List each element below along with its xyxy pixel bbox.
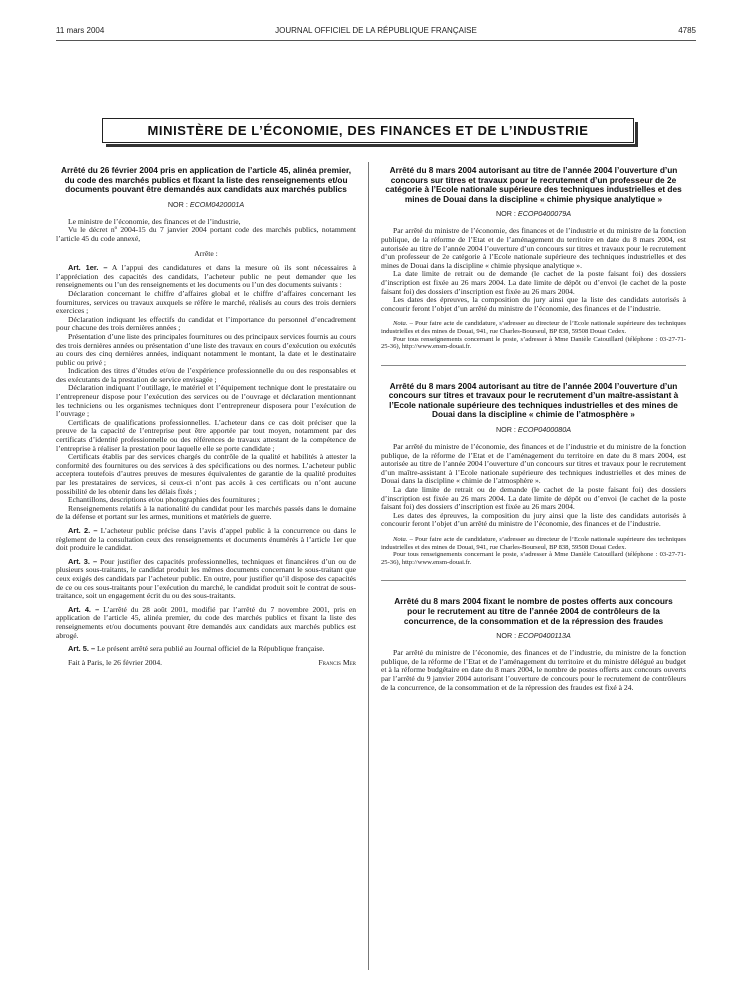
list-item: Présentation d’une liste des principales fournitures ou des principaux services fournis au cours des trois dernières années ou présentation d’une liste des travaux en cours d’exécution ou exécutés au cours des cinq dernières années, indiquant notamment le montant, la date et le destinataire public ou privé ;	[56, 331, 356, 367]
article-2	[56, 527, 356, 553]
decree-paragraph: Les dates des épreuves, la composition du jury ainsi que la liste des candidats autorisés à concourir feront l’objet d’un arrêté du ministre de l’économie, des finances et de l’industrie.	[381, 510, 686, 529]
nor-reference	[381, 425, 686, 434]
journal-title: JOURNAL OFFICIEL DE LA RÉPUBLIQUE FRANÇAISE	[275, 26, 477, 35]
nota-text: Pour faire acte de candidature, s’adresser au directeur de l’Ecole nationale supérieure des techniques industrielles et des mines de Douai, 941, rue Charles-Bourseul, BP 838, 59508 Douai Cedex.	[381, 536, 686, 551]
decree-paragraph: Par arrêté du ministre de l’économie, des finances et de l’industrie et du ministre de la fonction publique, de la réforme de l’Etat et de l’aménagement du territoire en date du 8 mars 2004, est autorisée au titre de l’année 2004 l’ouverture d’un concours sur titres et travaux pour le recrutement d’un professeur de 2e catégorie à l’Ecole nationale supérieure des techniques industrielles et des mines de Douai dans la discipline « chimie physique analytique ».	[381, 226, 686, 270]
nota-label: Nota. –	[393, 320, 413, 328]
article-3	[56, 558, 356, 601]
preamble-visa: Vu le décret nº 2004-15 du 7 janvier 2004 portant code des marchés publics, notamment l’article 45 du code annexé,	[56, 225, 356, 243]
section-divider	[381, 580, 686, 581]
nor-code: ECOP0400079A	[517, 209, 572, 219]
nor-code: ECOP0400080A	[517, 425, 572, 435]
header-rule	[56, 40, 696, 41]
nota	[381, 320, 686, 335]
signature: Francis Mer	[318, 658, 356, 668]
right-column	[381, 166, 686, 970]
nor-code: ECOP0400113A	[518, 631, 571, 641]
running-head	[56, 26, 696, 38]
ministry-title: MINISTÈRE DE L’ÉCONOMIE, DES FINANCES ET DE L’INDUSTRIE	[147, 123, 589, 138]
section-divider	[381, 365, 686, 366]
article-1-label: Art. 1er. –	[68, 263, 108, 273]
article-5-label: Art. 5. –	[68, 644, 96, 654]
decree-title: Arrêté du 26 février 2004 pris en application de l’article 45, alinéa premier, du code des marchés publics et fixant la liste des renseignements et/ou documents pouvant être demandés aux candidats aux marchés publics	[60, 166, 352, 195]
decree-paragraph: Par arrêté du ministre de l’économie, des finances et de l’industrie, du ministre de la fonction publique, de la réforme de l’Etat et de l’aménagement du territoire et du ministre délégué au budget et à la réforme budgétaire en date du 8 mars 2004, le nombre de postes offerts aux concours ouverts par l’arrêté du 9 janvier 2004 autorisant l’ouverture de concours pour le recrutement de contrôleurs de la concurrence, de la consommation et de la répression des fraudes est fixé à 24.	[381, 648, 686, 692]
preamble-minister: Le ministre de l’économie, des finances et de l’industrie,	[68, 216, 241, 226]
arrete-heading: Arrête :	[194, 248, 218, 258]
decree-title: Arrêté du 8 mars 2004 fixant le nombre de postes offerts aux concours pour le recrutement au titre de l’année 2004 de contrôleurs de la concurrence, de la consommation et de la répression des fraudes	[394, 596, 673, 626]
list-item: Déclaration concernant le chiffre d’affaires global et le chiffre d’affaires concernant les fournitures, services ou travaux auxquels se réfère le marché, réalisés au cours des trois derniers exercices ;	[56, 288, 356, 316]
nor-reference	[56, 200, 356, 209]
list-item: Indication des titres d’études et/ou de l’expérience professionnelle du ou des responsables et des exécutants de la prestation de service envisagée ;	[56, 366, 356, 384]
article-4	[56, 606, 356, 640]
article-2-text: L’acheteur public précise dans l’avis d’appel public à la concurrence ou dans le règlement de la consultation ceux des renseignements et documents énumérés à l’article 1er que doit produire le candidat.	[56, 525, 356, 553]
nota-contact: Pour tous renseignements concernant le poste, s’adresser à Mme Danièle Catouillard (téléphone : 03-27-71-25-36), http://www.ensm-douai.fr.	[381, 335, 686, 351]
decree-title: Arrêté du 8 mars 2004 autorisant au titre de l’année 2004 l’ouverture d’un concours sur titres et travaux pour le recrutement d’un professeur de 2e catégorie à l’Ecole nationale supérieure des techniques industrielles et des mines de Douai dans la discipline « chimie physique analytique »	[385, 166, 682, 204]
list-item: Certificats établis par des services chargés du contrôle de la qualité et habilités à attester la conformité des fournitures ou des services à des spécifications ou des normes. L’acheteur public acceptera toutefois d’autres preuves de mesures équivalentes de garantie de la qualité produites par les prestataires de services, si ceux-ci n’ont pas accès à ces certificats ou n’ont aucune possibilité de les obtenir dans les délais fixés ;	[56, 452, 356, 496]
left-column	[56, 166, 356, 970]
decree-paragraph: Les dates des épreuves, la composition du jury ainsi que la liste des candidats autorisés à concourir feront l’objet d’un arrêté du ministre de l’économie, des finances et de l’industrie.	[381, 295, 686, 313]
article-4-label: Art. 4. –	[68, 604, 100, 614]
article-4-text: L’arrêté du 28 août 2001, modifié par l’arrêté du 7 novembre 2001, pris en application de l’article 45, alinéa premier, du code des marchés publics et fixant la liste des renseignements et/ou documents pouvant être demandés aux candidats aux marchés publics est abrogé.	[56, 604, 356, 640]
nor-code: ECOM0420001A	[189, 199, 245, 209]
nota-contact: Pour tous renseignements concernant le poste, s’adresser à Mme Danièle Catouillard (téléphone : 03-27-71-25-36), http://www.ensm-douai.fr.	[381, 551, 686, 566]
article-1	[56, 264, 356, 290]
article-5	[56, 645, 356, 654]
nor-label: NOR :	[167, 199, 190, 209]
decree-title: Arrêté du 8 mars 2004 autorisant au titre de l’année 2004 l’ouverture d’un concours sur titres et travaux pour le recrutement d’un maître-assistant à l’Ecole nationale supérieure des techniques industrielles et des mines de Douai dans la discipline « chimie de l’atmosphère »	[388, 380, 679, 420]
ministry-banner	[102, 118, 634, 143]
nor-label: NOR :	[495, 209, 518, 219]
column-divider	[368, 162, 369, 970]
article-1-text: A l’appui des candidatures et dans la mesure où ils sont nécessaires à l’appréciation des capacités des candidats, l’acheteur public ne peut demander que les renseignements ou l’un des renseignements et les documents ou l’un des documents suivants :	[56, 263, 356, 290]
article-3-text: Pour justifier des capacités professionnelles, techniques et financières d’un ou de plusieurs sous-traitants, le candidat produit les mêmes documents concernant le sous-traitant que ceux exigés des candidats par l’acheteur public. En outre, pour justifier qu’il dispose des capacités de ce ou ces sous-traitants pour l’exécution du marché, le candidat produit soit le contrat de sous-traitance, soit un engagement écrit du ou des sous-traitants.	[56, 556, 356, 601]
decree-paragraph: Par arrêté du ministre de l’économie, des finances et de l’industrie et du ministre de la fonction publique, de la réforme de l’Etat et de l’aménagement du territoire en date du 8 mars 2004, est autorisée au titre de l’année 2004 l’ouverture d’un concours sur titres et travaux pour le recrutement d’un maître-assistant à l’Ecole nationale supérieure des techniques industrielles et des mines de Douai dans la discipline « chimie de l’atmosphère ».	[381, 442, 686, 486]
page-number: 4785	[678, 26, 696, 35]
list-item: Echantillons, descriptions et/ou photographies des fournitures ;	[68, 495, 260, 505]
decree-paragraph: La date limite de retrait ou de demande (le cachet de la poste faisant foi) des dossiers d’inscription est fixée au 26 mars 2004. La date limite de dépôt ou d’envoi (le cachet de la poste faisant foi) des dossiers d’inscription est fixée au 26 mars 2004.	[381, 269, 686, 296]
list-item: Renseignements relatifs à la nationalité du candidat pour les marchés passés dans le domaine de la défense et portant sur les armes, munitions et matériels de guerre.	[56, 503, 356, 522]
list-item: Déclaration indiquant les effectifs du candidat et l’importance du personnel d’encadrement pour chacune des trois dernières années ;	[56, 314, 356, 333]
list-item: Certificats de qualifications professionnelles. L’acheteur dans ce cas doit préciser que la preuve de la capacité de l’entreprise peut être apportée par tout moyen, notamment par des certificats d’identité professionnelle ou des références de travaux attestant de la compétence de l’entreprise à réaliser la prestation pour laquelle elle se porte candidate ;	[56, 417, 356, 453]
nor-label: NOR :	[496, 631, 519, 641]
nota	[381, 536, 686, 551]
done-at: Fait à Paris, le 26 février 2004.	[68, 657, 163, 667]
article-2-label: Art. 2. –	[68, 525, 98, 535]
nor-label: NOR :	[495, 425, 518, 435]
nota-label: Nota. –	[393, 536, 413, 543]
decree-paragraph: La date limite de retrait ou de demande (le cachet de la poste faisant foi) des dossiers d’inscription est fixée au 26 mars 2004. La date limite de dépôt ou d’envoi (le cachet de la poste faisant foi) des dossiers d’inscription est fixée au 26 mars 2004.	[381, 485, 686, 512]
nota-text: Pour faire acte de candidature, s’adresser au directeur de l’Ecole nationale supérieure des techniques industrielles et des mines de Douai, 941, rue Charles-Bourseul, BP 838, 59508 Douai Cedex.	[381, 320, 686, 335]
article-5-text: Le présent arrêté sera publié au Journal officiel de la République française.	[95, 644, 325, 654]
nor-reference	[381, 631, 686, 640]
list-item: Déclaration indiquant l’outillage, le matériel et l’équipement technique dont le prestataire ou l’entrepreneur dispose pour l’exécution des services ou de l’ouvrage et déclaration mentionnant les techniciens ou les organismes techniques dont l’entrepreneur disposera pour l’exécution de l’ouvrage ;	[56, 383, 356, 419]
issue-date: 11 mars 2004	[56, 26, 105, 35]
nor-reference	[381, 209, 686, 218]
article-3-label: Art. 3. –	[68, 556, 98, 566]
